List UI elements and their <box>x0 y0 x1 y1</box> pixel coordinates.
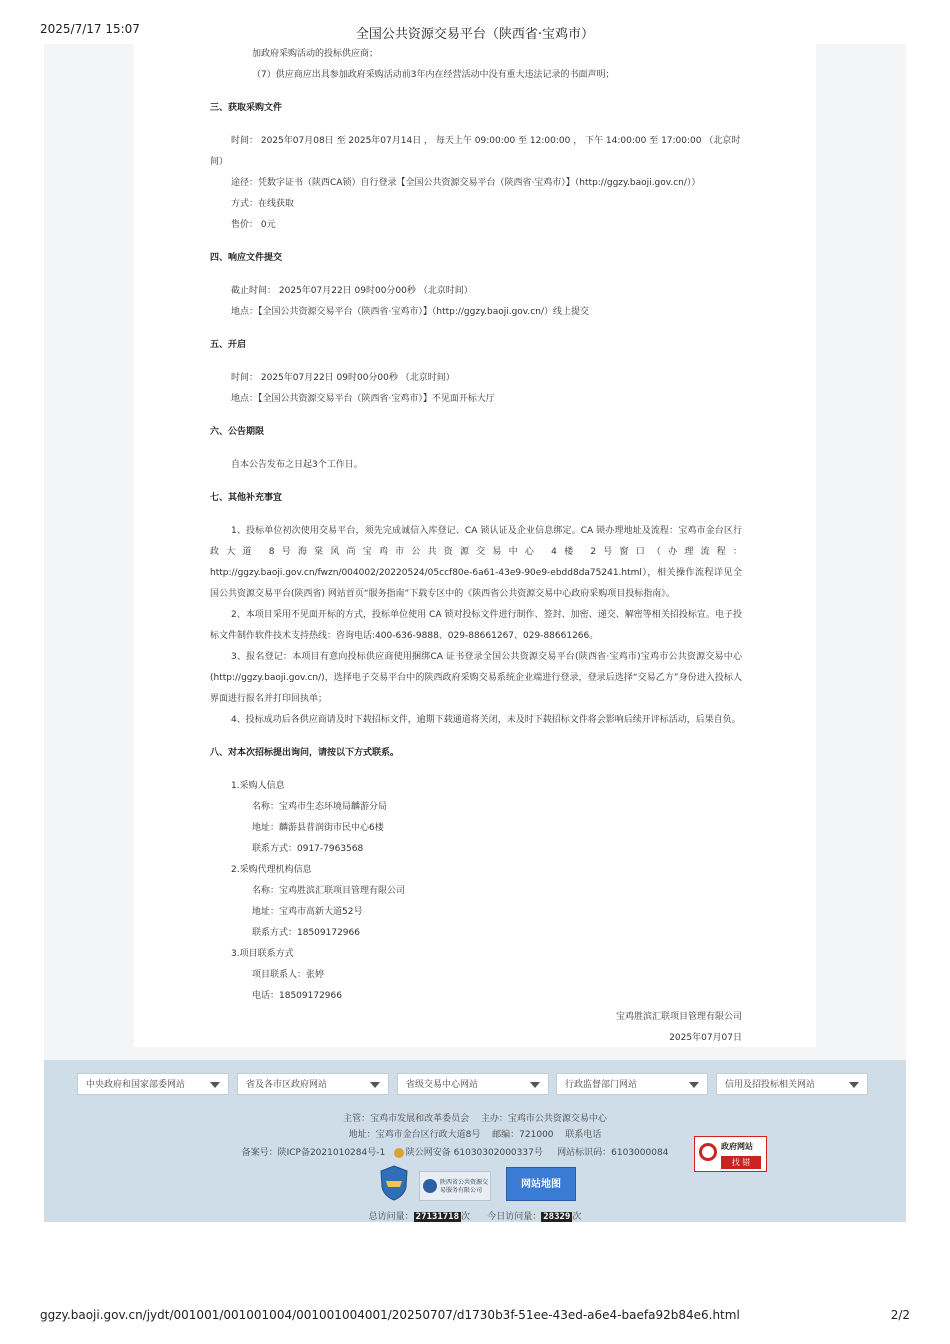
section-heading: 七、其他补充事宜 <box>210 493 283 503</box>
print-page-number: 2/2 <box>890 1308 910 1322</box>
print-title: 全国公共资源交易平台（陕西省·宝鸡市） <box>355 27 595 42</box>
contact-group-title: 1.采购人信息 <box>231 781 285 791</box>
select-label: 行政监督部门网站 <box>565 1080 638 1090</box>
chevron-down-icon <box>530 1082 540 1088</box>
signature-date: 2025年07月07日 <box>669 1033 742 1043</box>
text-line: 截止时间： 2025年07月22日 09时00分00秒 （北京时间） <box>231 286 473 296</box>
contact-line: 地址：宝鸡市高新大道52号 <box>252 907 363 917</box>
footer-address: 地址：宝鸡市金台区行政大道8号 邮编：721000 联系电话 <box>348 1130 602 1140</box>
visits-unit: 次 <box>461 1212 471 1222</box>
shield-icon[interactable] <box>380 1165 408 1201</box>
badge-text: 陕西省公共资源交易服务有限公司 <box>440 1179 489 1194</box>
chevron-down-icon <box>689 1082 699 1088</box>
select-label: 中央政府和国家部委网站 <box>86 1080 186 1090</box>
text-line: 间） <box>210 157 229 167</box>
gov-badge-action: 找 错 <box>721 1156 761 1169</box>
select-label: 省及各市区政府网站 <box>246 1080 328 1090</box>
company-logo-icon <box>423 1179 437 1193</box>
contact-group-title: 3.项目联系方式 <box>231 949 294 959</box>
magnifier-icon <box>699 1143 717 1161</box>
section-heading: 八、对本次招标提出询问，请按以下方式联系。 <box>210 748 400 758</box>
select-label: 信用及招投标相关网站 <box>725 1080 816 1090</box>
section-heading: 六、公告期限 <box>210 427 265 437</box>
today-unit: 次 <box>572 1212 582 1222</box>
text-line: 自本公告发布之日起3个工作日。 <box>231 460 363 470</box>
select-central-gov[interactable] <box>77 1073 229 1095</box>
contact-line: 名称：宝鸡胜滨汇联项目管理有限公司 <box>252 886 406 896</box>
select-province-center[interactable] <box>397 1073 549 1095</box>
text-line: 时间： 2025年07月08日 至 2025年07月14日 ， 每天上午 09:00:00 至 12:00:00 ， 下午 14:00:00 至 17:00:00 （北京时 <box>231 136 741 146</box>
police-badge-icon <box>394 1148 404 1158</box>
footer-badges <box>380 1163 620 1203</box>
paragraph: 4、投标成功后各供应商请及时下载招标文件，逾期下载通道将关闭，未及时下载招标文件将会影响后续开评标活动，后果自负。 <box>231 715 741 725</box>
notice-content <box>134 44 816 1047</box>
today-label: 今日访问量： <box>487 1212 542 1222</box>
police-link[interactable]: 陕公网安备 61030302000337号 <box>405 1148 543 1158</box>
signature-company: 宝鸡胜滨汇联项目管理有限公司 <box>615 1012 742 1022</box>
text-line: 途径：凭数字证书（陕西CA锁）自行登录【全国公共资源交易平台（陕西省·宝鸡市）】（http://ggzy.baoji.gov.cn/）） <box>231 178 701 188</box>
contact-line: 联系方式：0917-7963568 <box>252 844 364 854</box>
visit-counter <box>44 1209 906 1222</box>
text-line: 售价： 0元 <box>231 220 276 230</box>
print-datetime: 2025/7/17 15:07 <box>40 22 140 36</box>
gov-site-error-badge[interactable] <box>694 1136 767 1172</box>
visits-label: 总访问量： <box>368 1212 414 1222</box>
contact-line: 地址：麟游县普润街市民中心6楼 <box>252 823 384 833</box>
select-province-gov[interactable] <box>237 1073 389 1095</box>
gov-badge-label: 政府网站 <box>721 1142 753 1151</box>
paragraph: 3、报名登记：本项目有意向投标供应商使用捆绑CA 证书登录全国公共资源交易平台(陕西省·宝鸡市)宝鸡市公共资源交易中心(http://ggzy.baoji.gov.cn/)，选择电子交易平台中的陕西政府采购交易系统企业端进行登录，登录后选择“交易乙方”身份进入投标人界面进行报名并打印回执单； <box>210 652 742 704</box>
chevron-down-icon <box>849 1082 859 1088</box>
text-line: 地点：【全国公共资源交易平台（陕西省·宝鸡市）】（http://ggzy.baoji.gov.cn/）线上提交 <box>231 307 589 317</box>
text-line: 方式：在线获取 <box>231 199 295 209</box>
chevron-down-icon <box>370 1082 380 1088</box>
paragraph: 2、本项目采用不见面开标的方式，投标单位使用 CA 锁对投标文件进行制作、签封、加密、递交、解密等相关招投标宣。电子投标文件制作软件技术支持热线：咨询电话:400-636-9888、029-88661267、029-88661266。 <box>210 610 742 641</box>
link-selects <box>77 1073 877 1096</box>
select-supervision[interactable] <box>556 1073 708 1095</box>
contact-line: 联系方式：18509172966 <box>252 928 360 938</box>
site-id: 网站标识码：6103000084 <box>557 1148 669 1158</box>
visits-value: 27131718 <box>415 1212 460 1222</box>
select-label: 省级交易中心网站 <box>406 1080 479 1090</box>
today-value: 28329 <box>543 1212 571 1222</box>
icp-link[interactable]: 备案号：陕ICP备2021010284号-1 <box>241 1148 386 1158</box>
continued-text: （7）供应商应出具参加政府采购活动前3年内在经营活动中没有重大违法记录的书面声明； <box>252 70 615 80</box>
trading-company-badge[interactable] <box>419 1171 491 1201</box>
section-heading: 五、开启 <box>210 340 247 350</box>
print-header <box>0 22 950 42</box>
chevron-down-icon <box>210 1082 220 1088</box>
text-line: 时间： 2025年07月22日 09时00分00秒 （北京时间） <box>231 373 455 383</box>
select-credit[interactable] <box>716 1073 868 1095</box>
paragraph: 1、投标单位初次使用交易平台，须先完成诚信入库登记、CA 锁认证及企业信息绑定。CA 锁办理地址及流程：宝鸡市金台区行政大道 8号海棠风尚宝鸡市公共资源交易中心 4楼 2号窗口（办理流程：http://ggzy.baoji.gov.cn/fwzn/004002/20220524/05ccf80e-6a61-43e9-90e9-ebdd8da75241.html），相关操作流程详见全国公共资源交易平台(陕西省) 网站首页“服务指南”下载专区中的《陕西省公共资源交易中心政府采购项目投标指南》。 <box>210 526 742 599</box>
contact-line: 名称：宝鸡市生态环境局麟游分局 <box>252 802 388 812</box>
print-url: ggzy.baoji.gov.cn/jydt/001001/001001004/001001004001/20250707/d1730b3f-51ee-43ed-a6e4-baefa92b84e6.html <box>40 1308 740 1322</box>
site-footer <box>44 1060 906 1222</box>
text-line: 地点：【全国公共资源交易平台（陕西省·宝鸡市）】不见面开标大厅 <box>231 394 495 404</box>
contact-line: 电话：18509172966 <box>252 991 342 1001</box>
section-heading: 三、获取采购文件 <box>210 103 283 113</box>
sitemap-badge[interactable]: 网站地图 <box>506 1167 576 1201</box>
contact-line: 项目联系人：张婷 <box>252 970 325 980</box>
contact-group-title: 2.采购代理机构信息 <box>231 865 312 875</box>
continued-text: 加政府采购活动的投标供应商； <box>252 49 379 59</box>
section-heading: 四、响应文件提交 <box>210 253 283 263</box>
footer-sponsor: 主管：宝鸡市发展和改革委员会 主办：宝鸡市公共资源交易中心 <box>343 1114 607 1124</box>
